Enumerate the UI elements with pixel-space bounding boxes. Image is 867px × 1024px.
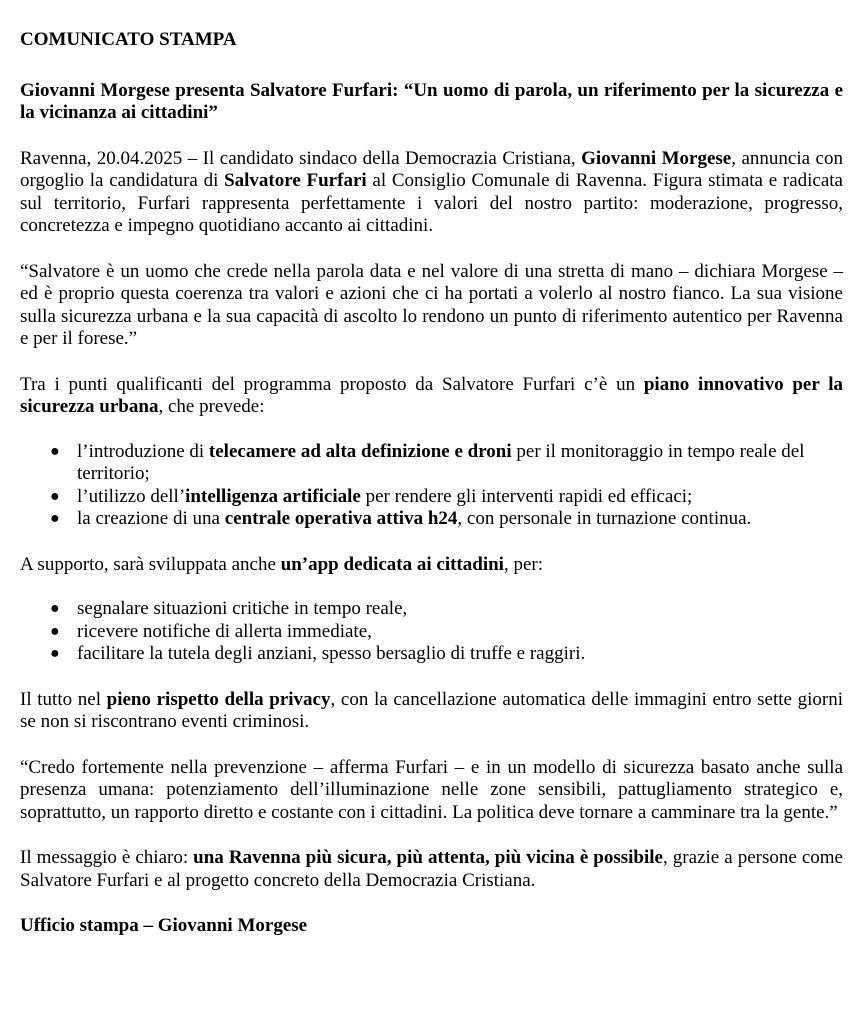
list-item <box>20 643 843 666</box>
bullet-icon: ● <box>50 442 60 460</box>
closing-text-2: , grazie a persone come Salvatore Furfari e al progetto concreto della Democrazia Cristiana. <box>20 847 843 891</box>
list-item-text-2: , con personale in turnazione continua. <box>457 508 752 529</box>
list-item-bold: intelligenza artificiale <box>185 485 361 507</box>
intro-bold-furfari: Salvatore Furfari <box>224 170 367 191</box>
list-item-text-1: la creazione di una <box>77 508 225 529</box>
program-bold: piano innovativo per la sicurezza urbana <box>20 373 843 417</box>
privacy-text-1: Il tutto nel <box>20 688 107 710</box>
intro-bold-morgese: Giovanni Morgese <box>581 147 732 169</box>
bullet-icon: ● <box>50 510 60 527</box>
app-text-1: A supporto, sarà sviluppata anche <box>20 553 281 575</box>
list-item <box>20 621 843 644</box>
headline: Giovanni Morgese presenta Salvatore Furfari: “Un uomo di parola, un riferimento per la sicurezza e la vicinanza ai cittadini” <box>20 79 843 123</box>
list-item <box>20 486 843 509</box>
bullet-icon: ● <box>50 600 60 617</box>
list-item <box>20 508 843 531</box>
closing-text-1: Il messaggio è chiaro: <box>20 847 194 868</box>
intro-paragraph <box>20 148 843 238</box>
app-bold: un’app dedicata ai cittadini <box>280 553 504 575</box>
list-item <box>20 441 843 486</box>
quote-morgese-paragraph: “Salvatore è un uomo che crede nella parola data e nel valore di una stretta di mano – dichiara Morgese – ed è proprio questa coerenza tra valori e azioni che ci ha portati a volerlo al nostro fianco. La sua visione sulla sicurezza urbana e la sua capacità di ascolto lo rendono un punto di riferimento autentico per Ravenna e per il forese.” <box>20 260 843 349</box>
privacy-paragraph <box>20 689 843 734</box>
program-text-2: , che prevede: <box>158 396 265 417</box>
list-item-text-2: per rendere gli interventi rapidi ed efficaci; <box>360 485 693 507</box>
intro-text-1: Ravenna, 20.04.2025 – Il candidato sindaco della Democrazia Cristiana, <box>20 147 582 169</box>
app-text-2: , per: <box>503 553 543 575</box>
bullet-icon: ● <box>50 645 60 662</box>
program-paragraph <box>20 374 843 419</box>
bullet-icon: ● <box>50 622 60 640</box>
list-item-text-1: l’introduzione di <box>77 440 209 462</box>
list-item-text-2: per il monitoraggio in tempo reale del territorio; <box>77 440 805 484</box>
list-item <box>20 598 843 621</box>
app-features-list <box>20 598 843 666</box>
list-item-text-1: l’utilizzo dell’ <box>77 485 186 507</box>
list-item-bold: telecamere ad alta definizione e droni <box>208 440 512 462</box>
document-title: COMUNICATO STAMPA <box>20 29 237 50</box>
app-paragraph <box>20 554 843 577</box>
bullet-icon: ● <box>50 487 60 505</box>
list-item-text: ricevere notifiche di allerta immediate, <box>77 620 372 642</box>
privacy-bold: pieno rispetto della privacy <box>106 688 331 710</box>
closing-paragraph <box>20 847 843 892</box>
intro-text-3: al Consiglio Comunale di Ravenna. Figura stimata e radicata sul territorio, Furfari rappresenta perfettamente i valori del nostro partito: moderazione, progresso, concretezza e impegno quotidiano accanto ai cittadini. <box>20 170 843 236</box>
list-item-text: facilitare la tutela degli anziani, spesso bersaglio di truffe e raggiri. <box>77 643 586 664</box>
intro-text-2: , annuncia con orgoglio la candidatura di <box>20 147 843 191</box>
list-item-bold: centrale operativa attiva h24 <box>224 508 458 529</box>
quote-furfari-paragraph: “Credo fortemente nella prevenzione – afferma Furfari – e in un modello di sicurezza basato anche sulla presenza umana: potenziamento dell’illuminazione nelle zone sensibili, pattugliamento strategico e, soprattutto, un rapporto diretto e costante con i cittadini. La politica deve tornare a camminare tra la gente.” <box>20 756 843 823</box>
list-item-text: segnalare situazioni critiche in tempo reale, <box>77 598 408 619</box>
program-text-1: Tra i punti qualificanti del programma proposto da Salvatore Furfari c’è un <box>20 373 644 395</box>
security-measures-list <box>20 441 843 531</box>
press-office-signature: Ufficio stampa – Giovanni Morgese <box>20 915 308 936</box>
privacy-text-2: , con la cancellazione automatica delle immagini entro sette giorni se non si riscontrano eventi criminosi. <box>20 688 843 732</box>
closing-bold: una Ravenna più sicura, più attenta, più vicina è possibile <box>193 847 663 868</box>
